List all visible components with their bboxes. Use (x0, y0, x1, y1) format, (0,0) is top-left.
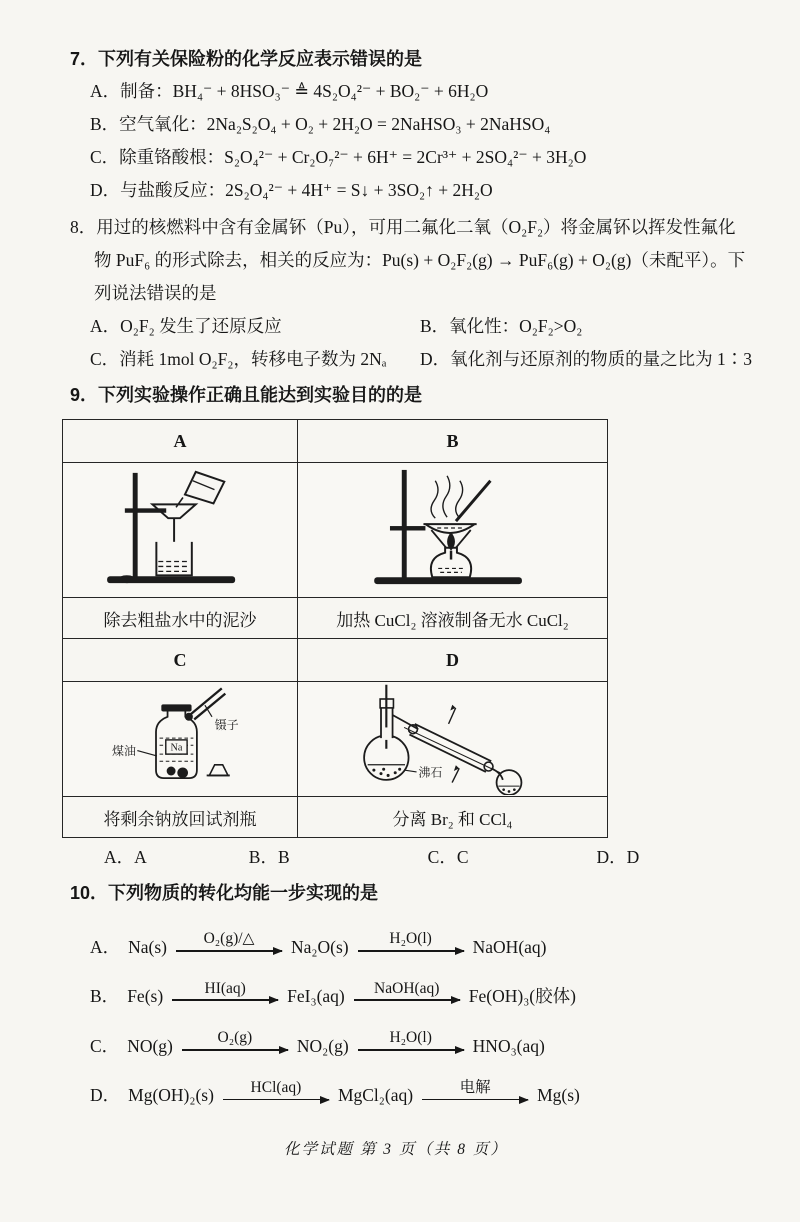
q10-c-arrow-1 (182, 1029, 288, 1051)
q10-a-end: NaOH(aq) (472, 936, 547, 957)
q9-options-row (70, 842, 774, 872)
reaction-arrow (422, 1099, 528, 1101)
reaction-arrow (354, 999, 460, 1001)
sodium-bottle-image (80, 683, 280, 795)
tweezers-label: 镊子 (214, 718, 239, 733)
q10-d-arrow-1 (223, 1079, 329, 1101)
q8-option-b: B．氧化性：O₂F₂>O₂ (420, 316, 583, 336)
reaction-arrow (176, 950, 282, 952)
boiling-stones-label: 沸石 (417, 765, 442, 780)
q10-b-arrow-2 (354, 980, 460, 1002)
q10-option-d (70, 1079, 774, 1108)
q9-header-c: C (63, 639, 298, 682)
q9-option-a: A．A (104, 847, 147, 867)
q10-d-mid: MgCl₂(aq) (337, 1085, 414, 1106)
reaction-arrow (358, 950, 464, 952)
q10-a-arrow-1 (176, 930, 282, 952)
reaction-arrow (182, 1049, 288, 1051)
q10-c-arrow-2 (358, 1029, 464, 1051)
page-footer: 化学试题 第 3 页（共 8 页） (284, 1141, 508, 1159)
q10-a-arrow-2-condition: H₂O(l) (389, 930, 432, 947)
q7-option-b: B．空气氧化：2Na₂S₂O₄ + O₂ + 2H₂O = 2NaHSO₃ + 2NaHSO₄ (90, 114, 551, 134)
q10-option-a (70, 930, 774, 959)
q9-option-c: C．C (427, 847, 469, 867)
q9-cell-b-image (298, 463, 608, 598)
q8-options (70, 310, 774, 376)
q9-cell-d-image (298, 682, 608, 797)
q8-option-d: D．氧化剂与还原剂的物质的量之比为 1∶3 (420, 349, 753, 369)
q9-caption-a: 除去粗盐水中的泥沙 (63, 598, 298, 639)
q7-option-c: C．除重铬酸根：S₂O₄²⁻ + Cr₂O₇²⁻ + 6H⁺ = 2Cr³⁺ + 2SO₄²⁻ + 3H₂O (90, 147, 587, 167)
reaction-arrow (358, 1049, 464, 1051)
q10-option-c (70, 1029, 774, 1058)
q9-caption-c: 将剩余钠放回试剂瓶 (63, 797, 298, 838)
question-7 (70, 44, 774, 207)
q8-stem-line1: 8．用过的核燃料中含有金属钚（Pu），可用二氟化二氧（O₂F₂）将金属钚以挥发性氟化 (70, 217, 736, 237)
q10-option-c-label: C． (90, 1035, 120, 1056)
q10-option-a-label: A． (90, 936, 121, 957)
filtration-apparatus-image (90, 465, 270, 595)
q9-header-d: D (298, 639, 608, 682)
question-8-stem (70, 211, 774, 310)
q10-b-arrow-1-condition: HI(aq) (204, 979, 246, 997)
q10-b-end: Fe(OH)₃(胶体) (468, 986, 576, 1007)
q8-option-a: A．O₂F₂ 发生了还原反应 (90, 316, 282, 336)
q9-header-b: B (298, 420, 608, 463)
q7-option-a: A．制备：BH₄⁻ + 8HSO₃⁻ ≜ 4S₂O₄²⁻ + BO₂⁻ + 6H₂O (90, 81, 489, 101)
q10-a-arrow-1-condition: O₂(g)/△ (203, 930, 255, 947)
question-9-stem: 9．下列实验操作正确且能达到实验目的的是 (70, 385, 423, 405)
q9-table (62, 419, 608, 838)
q9-header-a: A (63, 420, 298, 463)
q10-c-start: NO(g) (127, 1035, 173, 1056)
q10-b-arrow-1 (172, 980, 278, 1002)
q10-option-b-label: B． (90, 986, 120, 1007)
q10-d-arrow-2 (422, 1079, 528, 1101)
distillation-apparatus-image (333, 683, 573, 795)
q8-stem-line2: 物 PuF₆ 的形式除去，相关的反应为：Pu(s) + O₂F₂(g) → PuF₆(g) + O₂(g)（未配平）。下 (94, 250, 746, 270)
reaction-arrow (172, 999, 278, 1001)
q7-option-d: D．与盐酸反应：2S₂O₄²⁻ + 4H⁺ = S↓ + 3SO₂↑ + 2H₂O (90, 180, 493, 200)
q10-c-end: HNO₃(aq) (472, 1035, 545, 1056)
reaction-arrow (223, 1099, 329, 1101)
q10-option-d-label: D． (90, 1085, 121, 1106)
question-8 (70, 211, 774, 376)
q8-stem-line3: 列说法错误的是 (94, 283, 217, 303)
question-10-stem: 10．下列物质的转化均能一步实现的是 (70, 883, 379, 903)
q10-b-arrow-2-condition: NaOH(aq) (374, 979, 440, 997)
q10-d-start: Mg(OH)₂(s) (128, 1085, 214, 1106)
q10-b-mid: FeI₃(aq) (287, 986, 345, 1007)
q9-caption-d: 分离 Br₂ 和 CCl₄ (298, 797, 608, 838)
q10-c-arrow-1-condition: O₂(g) (217, 1029, 253, 1047)
q8-option-c: C．消耗 1mol O₂F₂，转移电子数为 2Nₐ (90, 349, 387, 369)
q10-a-arrow-2 (358, 930, 464, 952)
question-10 (70, 878, 774, 1107)
q9-option-b: B．B (248, 847, 290, 867)
q9-caption-b: 加热 CuCl₂ 溶液制备无水 CuCl₂ (298, 598, 608, 639)
q10-d-arrow-1-condition: HCl(aq) (250, 1078, 302, 1096)
q9-option-d: D．D (596, 847, 640, 867)
q10-d-end: Mg(s) (537, 1085, 580, 1106)
q10-c-mid: NO₂(g) (296, 1035, 349, 1056)
q10-a-start: Na(s) (128, 936, 168, 957)
q9-cell-c-image (63, 682, 298, 797)
q10-d-arrow-2-condition: 电解 (459, 1078, 491, 1096)
question-7-stem: 7．下列有关保险粉的化学反应表示错误的是 (70, 49, 423, 69)
q10-a-mid: Na₂O(s) (291, 936, 349, 957)
kerosene-label: 煤油 (111, 744, 137, 758)
evaporation-apparatus-image (343, 465, 563, 595)
q9-cell-a-image (63, 463, 298, 598)
question-9 (70, 380, 774, 872)
q10-b-start: Fe(s) (127, 986, 164, 1007)
q10-option-b (70, 980, 774, 1009)
q10-c-arrow-2-condition: H₂O(l) (389, 1029, 432, 1047)
sodium-label: Na (170, 742, 183, 754)
